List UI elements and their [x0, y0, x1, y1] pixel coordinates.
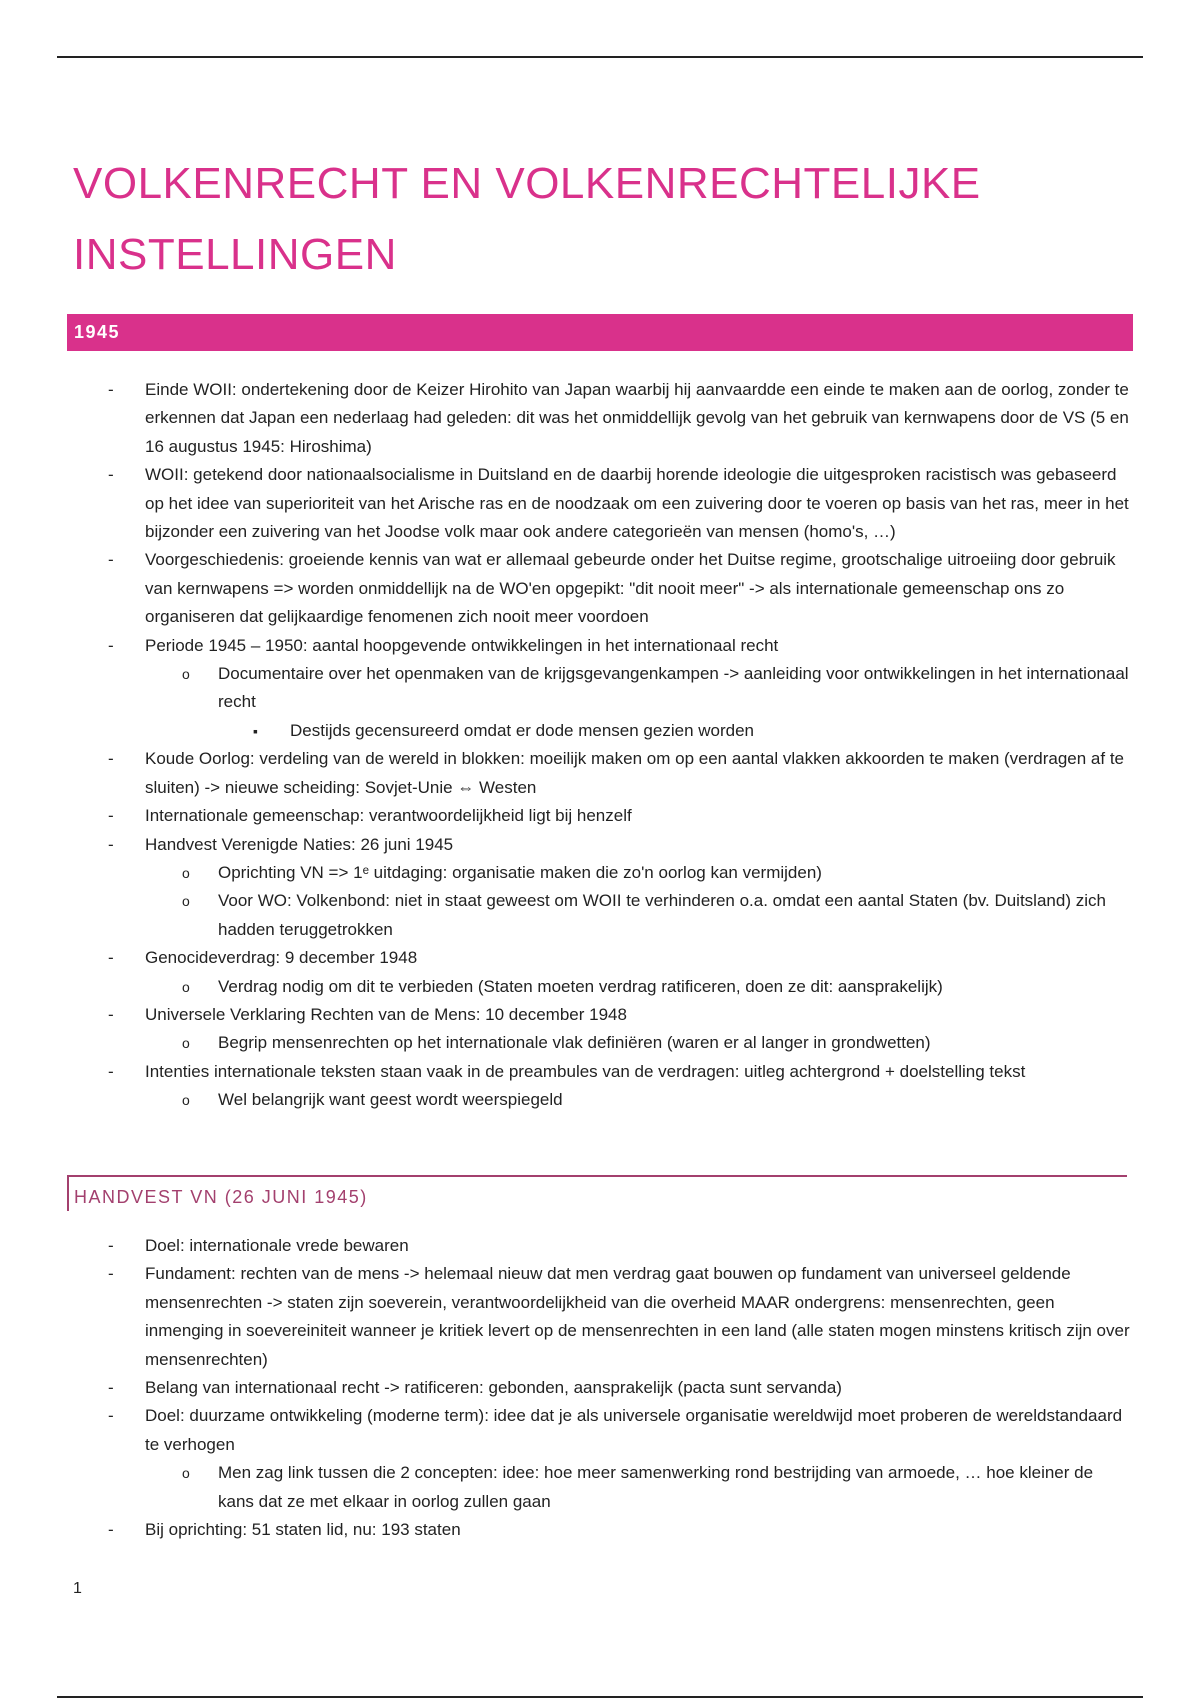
list-item	[0, 660, 1130, 717]
list-item	[0, 859, 1130, 887]
bullet-marker: -	[108, 1406, 114, 1426]
list-item-text: Intenties internationale teksten staan vaak in de preambules van de verdragen: uitleg achtergrond + doelstelling tekst	[145, 1061, 1026, 1081]
bullet-marker: -	[108, 635, 114, 655]
list-item	[0, 1260, 1130, 1374]
document-title: VOLKENRECHT EN VOLKENRECHTELIJKE INSTELLINGEN	[73, 159, 981, 279]
section-heading-handvest: HANDVEST VN (26 JUNI 1945)	[67, 1175, 1127, 1211]
list-item-text: Oprichting VN => 1ᵉ uitdaging: organisatie maken die zo'n oorlog kan vermijden)	[218, 862, 822, 882]
bullet-marker: -	[108, 1236, 114, 1255]
list-item	[0, 831, 1130, 859]
list-item	[0, 973, 1130, 1001]
list-item	[0, 1374, 1130, 1402]
list-item	[0, 717, 1130, 745]
list-item-text: Voor WO: Volkenbond: niet in staat geweest om WOII te verhinderen o.a. omdat een aantal Staten (bv. Duitsland) zich hadden teruggetrokken	[218, 891, 1106, 939]
list-item-text: Begrip mensenrechten op het internationale vlak definiëren (waren er al langer in grondwetten)	[218, 1033, 931, 1053]
bullet-marker: -	[108, 380, 114, 399]
list-item	[0, 1058, 1130, 1086]
list-item-text: Internationale gemeenschap: verantwoordelijkheid ligt bij henzelf	[145, 806, 632, 826]
list-item-text: Voorgeschiedenis: groeiende kennis van wat er allemaal gebeurde onder het Duitse regime, grootschalige uitroeiing door gebruik van kernwapens => worden onmiddellijk na de WO'en opgepikt: "dit nooit meer" -> als internationale gemeenschap ons zo organiseren dat gelijkaardige fenomenen zich nooit meer voordoen	[145, 550, 1116, 627]
list-item-text: Doel: duurzame ontwikkeling (moderne term): idee dat je als universele organisatie wereldwijd moet proberen de wereldstandaard te verhogen	[145, 1406, 1123, 1454]
list-item-text: Einde WOII: ondertekening door de Keizer Hirohito van Japan waarbij hij aanvaardde een einde te maken aan de oorlog, zonder te erkennen dat Japan een nederlaag had geleden: dit was het onmiddellijk gevolg van het gebruik van kernwapens door de VS (5 en 16 augustus 1945: Hiroshima)	[145, 380, 1129, 456]
bullet-marker: -	[108, 948, 114, 968]
list-item	[0, 1459, 1130, 1516]
list-item-text: Doel: internationale vrede bewaren	[145, 1236, 409, 1255]
page-number: 1	[73, 1580, 82, 1597]
list-item	[0, 1086, 1130, 1114]
list-item	[0, 546, 1130, 631]
bullet-marker: o	[182, 1035, 190, 1052]
list-item-text: Destijds gecensureerd omdat er dode mensen gezien worden	[290, 720, 754, 740]
section-1945-list	[0, 376, 1200, 1115]
bullet-marker: -	[108, 806, 114, 826]
bullet-marker: -	[108, 1061, 114, 1081]
bullet-marker: -	[108, 1004, 114, 1024]
header-rule	[57, 56, 1143, 58]
bullet-marker: -	[108, 1520, 114, 1540]
list-item-text: Documentaire over het openmaken van de krijgsgevangenkampen -> aanleiding voor ontwikkelingen in het internationaal recht	[218, 664, 1129, 712]
bullet-marker: o	[182, 1092, 190, 1109]
bullet-marker: -	[108, 1264, 114, 1284]
bullet-marker: o	[182, 666, 190, 683]
section-heading-1945: 1945	[67, 314, 1133, 351]
list-item	[0, 1516, 1130, 1544]
list-item-text: Periode 1945 – 1950: aantal hoopgevende ontwikkelingen in het internationaal recht	[145, 635, 779, 655]
list-item-text: Koude Oorlog: verdeling van de wereld in blokken: moeilijk maken om op een aantal vlakken akkoorden te maken (verdragen af te sluiten) -> nieuwe scheiding: Sovjet-Unie ⇔ Westen	[145, 749, 1125, 797]
list-item-text: Genocideverdrag: 9 december 1948	[145, 948, 418, 968]
list-item	[0, 1402, 1130, 1459]
bullet-marker: -	[108, 834, 114, 854]
bullet-marker: o	[182, 978, 190, 995]
list-item	[0, 461, 1130, 546]
list-item	[0, 1001, 1130, 1029]
list-item-text: Verdrag nodig om dit te verbieden (Staten moeten verdrag ratificeren, doen ze dit: aansprakelijk)	[218, 976, 943, 996]
bullet-marker: o	[182, 1465, 190, 1482]
list-item	[0, 632, 1130, 660]
list-item-text: Fundament: rechten van de mens -> helemaal nieuw dat men verdrag gaat bouwen op fundament van universeel geldende mensenrechten -> staten zijn soeverein, verantwoordelijkheid van die overheid MAAR ondergrens: mensenrechten, geen inmenging in soevereiniteit wanneer je kritiek levert op de mensenrechten in een land (alle staten mogen minstens kritisch zijn over mensenrechten)	[145, 1264, 1130, 1369]
bullet-marker: o	[182, 864, 190, 881]
list-item	[0, 1029, 1130, 1057]
bullet-marker: o	[182, 893, 190, 910]
list-item	[0, 1232, 1130, 1260]
list-item-text: Bij oprichting: 51 staten lid, nu: 193 staten	[145, 1520, 461, 1540]
list-item	[0, 376, 1130, 461]
list-item	[0, 944, 1130, 972]
list-item-text: Handvest Verenigde Naties: 26 juni 1945	[145, 834, 454, 854]
bullet-marker: ▪	[253, 722, 258, 739]
list-item-text: Universele Verklaring Rechten van de Mens: 10 december 1948	[145, 1004, 627, 1024]
bullet-marker: -	[108, 550, 114, 570]
list-item	[0, 887, 1130, 944]
list-item-text: Wel belangrijk want geest wordt weerspiegeld	[218, 1090, 563, 1110]
section-handvest-list	[0, 1232, 1200, 1544]
bullet-marker: -	[108, 465, 114, 485]
list-item	[0, 802, 1130, 830]
footer-rule	[57, 1696, 1143, 1698]
bullet-marker: -	[108, 1378, 114, 1398]
list-item-text: Men zag link tussen die 2 concepten: idee: hoe meer samenwerking rond bestrijding van armoede, … hoe kleiner de kans dat ze met elkaar in oorlog zullen gaan	[218, 1463, 1094, 1511]
list-item-text: Belang van internationaal recht -> ratificeren: gebonden, aansprakelijk (pacta sunt servanda)	[145, 1378, 842, 1398]
list-item-text: WOII: getekend door nationaalsocialisme in Duitsland en de daarbij horende ideologie die uitgesproken racistisch was gebaseerd op het idee van superioriteit van het Arische ras en de noodzaak om een zuivering door te voeren op basis van het ras, meer in het bijzonder een zuivering van het Joodse volk maar ook andere categorieën van mensen (homo's, …)	[145, 465, 1129, 542]
list-item	[0, 745, 1130, 802]
bullet-marker: -	[108, 749, 114, 769]
